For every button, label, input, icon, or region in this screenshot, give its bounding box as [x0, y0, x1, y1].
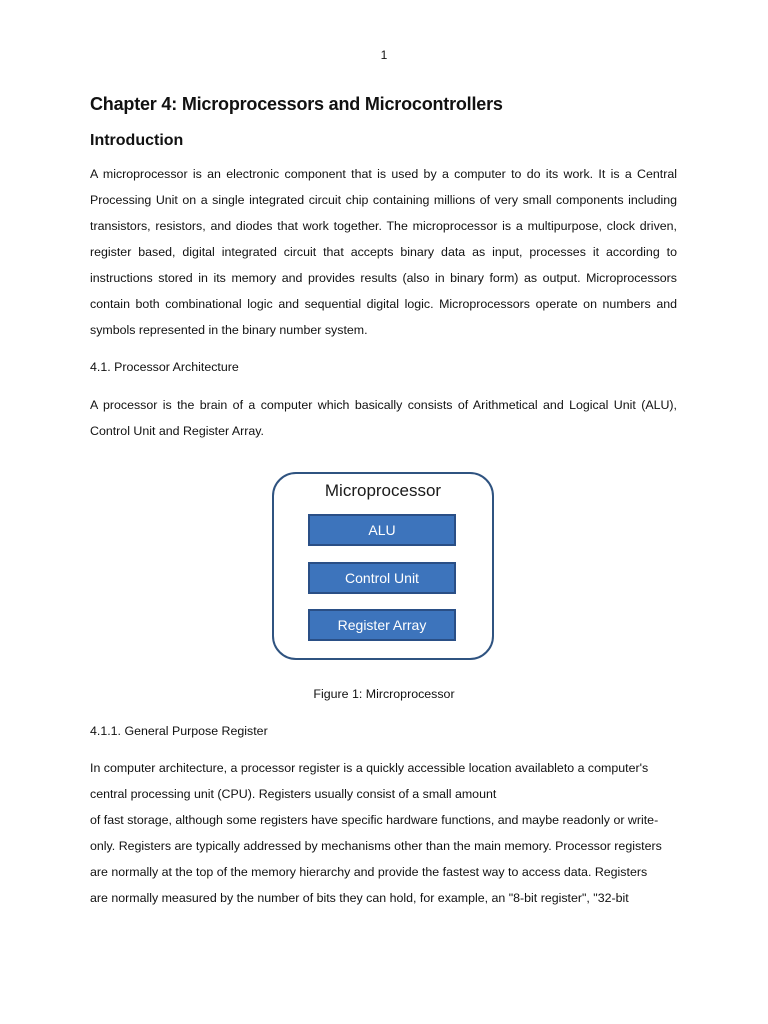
- paragraph-line: In computer architecture, a processor register is a quickly accessible location availableto a computer's: [90, 761, 649, 775]
- control-unit-block: Control Unit: [308, 562, 456, 594]
- paragraph-line: are normally at the top of the memory hierarchy and provide the fastest way to access data. Registers: [90, 865, 648, 879]
- microprocessor-label: Microprocessor: [324, 481, 442, 500]
- section-4-1-1-paragraph: [90, 755, 677, 911]
- section-4-1-1-heading: 4.1.1. General Purpose Register: [90, 724, 268, 738]
- paragraph-line: only. Registers are typically addressed by mechanisms other than the main memory. Processor registers: [90, 839, 662, 853]
- microprocessor-figure: [270, 470, 496, 660]
- introduction-heading: Introduction: [90, 132, 184, 149]
- section-4-1-heading: 4.1. Processor Architecture: [90, 360, 239, 374]
- paragraph-line: of fast storage, although some registers have specific hardware functions, and maybe readonly or write-: [90, 813, 659, 827]
- figure-caption: Figure 1: Mircroprocessor: [313, 687, 455, 701]
- paragraph-line: central processing unit (CPU). Registers usually consist of a small amount: [90, 787, 497, 801]
- paragraph-line: are normally measured by the number of bits they can hold, for example, an "8-bit register", "32-bit: [90, 891, 629, 905]
- chapter-title: Chapter 4: Microprocessors and Microcontrollers: [90, 94, 503, 114]
- section-4-1-paragraph: A processor is the brain of a computer which basically consists of Arithmetical and Logical Unit (ALU), Control Unit and Register Array.: [90, 398, 677, 438]
- alu-block: ALU: [308, 514, 456, 546]
- introduction-paragraph: A microprocessor is an electronic component that is used by a computer to do its work. It is a Central Processing Unit on a single integrated circuit chip containing millions of very small components including transistors, resistors, and diodes that work together. The microprocessor is a multipurpose, clock driven, register based, digital integrated circuit that accepts binary data as input, processes it according to instructions stored in its memory and provides results (also in binary form) as output. Microprocessors contain both combinational logic and sequential digital logic. Microprocessors operate on numbers and symbols represented in the binary number system.: [90, 167, 677, 337]
- page-number: 1: [380, 48, 388, 62]
- register-array-block: Register Array: [308, 609, 456, 641]
